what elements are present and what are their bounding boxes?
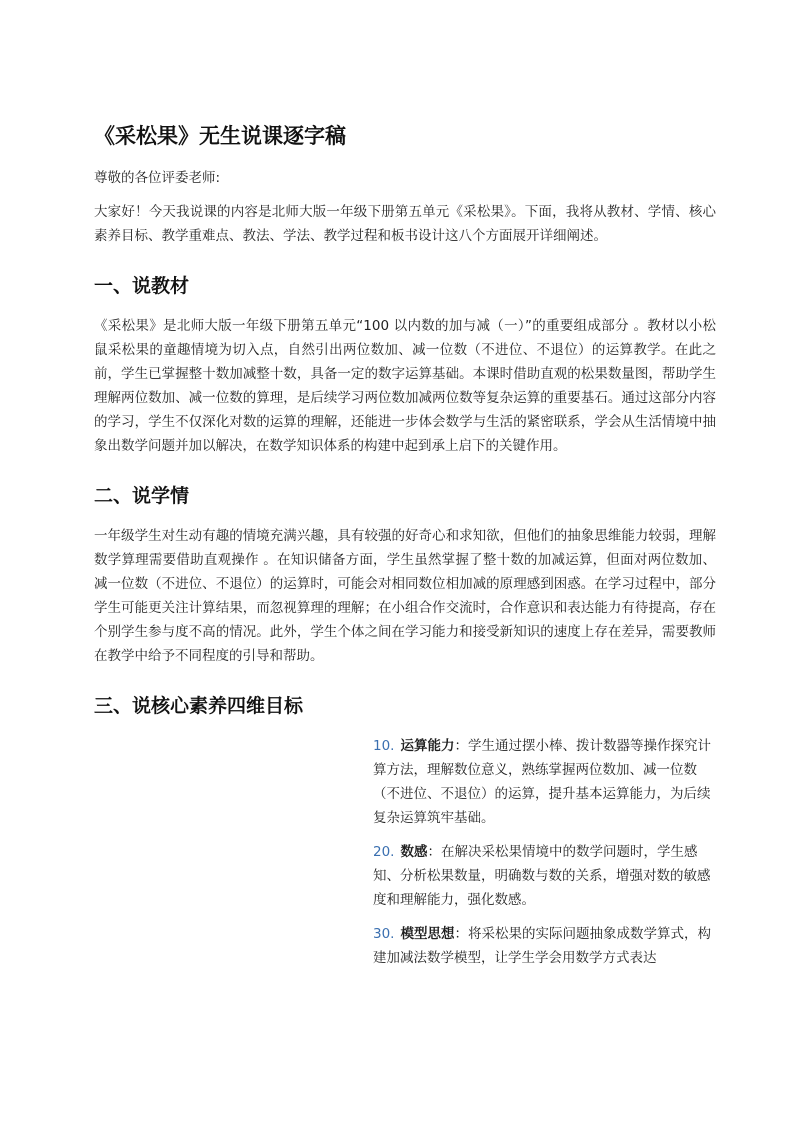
goal-text: ：在解决采松果情境中的数学问题时，学生感知、分析松果数量，明确数与数的关系，增强对数的敏感度和理解能力，强化数感。	[373, 844, 711, 908]
goal-text: ：学生通过摆小棒、拨计数器等操作探究计算方法，理解数位意义，熟练掌握两位数加、减一位数（不进位、不退位）的运算，提升基本运算能力，为后续复杂运算筑牢基础。	[373, 738, 711, 826]
goal-number: 10.	[373, 738, 395, 754]
greeting-text: 尊敬的各位评委老师:	[94, 170, 221, 186]
goal-item-modeling	[356, 922, 716, 970]
goal-term: 运算能力	[400, 738, 455, 754]
goal-term: 数感	[400, 844, 428, 860]
goal-list	[356, 734, 716, 980]
goal-item-computation	[356, 734, 716, 830]
section-heading-textbook: 一、说教材	[94, 275, 190, 297]
goal-term: 模型思想	[400, 926, 455, 942]
section-body-textbook: 《采松果》是北师大版一年级下册第五单元“100 以内数的加与减（一）”的重要组成部分 。教材以小松鼠采松果的童趣情境为切入点，自然引出两位数加、减一位数（不进位、不退位）的运算教学。在此之前，学生已掌握整十数加减整十数，具备一定的数字运算基础。本课时借助直观的松果数量图，帮助学生理解两位数加、减一位数的算理，是后续学习两位数加减两位数等复杂运算的重要基石。通过这部分内容的学习，学生不仅深化对数的运算的理解，还能进一步体会数学与生活的紧密联系，学会从生活情境中抽象出数学问题并加以解决，在数学知识体系的构建中起到承上启下的关键作用。	[94, 318, 716, 454]
document-title: 《采松果》无生说课逐字稿	[94, 124, 346, 148]
goal-item-number-sense	[356, 840, 716, 912]
goal-number: 20.	[373, 844, 395, 860]
section-heading-students: 二、说学情	[94, 485, 190, 507]
intro-paragraph: 大家好！今天我说课的内容是北师大版一年级下册第五单元《采松果》。下面，我将从教材、学情、核心素养目标、教学重难点、教法、学法、教学过程和板书设计这八个方面展开详细阐述。	[94, 204, 716, 244]
document-page	[94, 118, 716, 966]
goal-text: ：将采松果的实际问题抽象成数学算式，构建加减法数学模型，让学生学会用数学方式表达	[373, 926, 711, 966]
section-body-students: 一年级学生对生动有趣的情境充满兴趣，具有较强的好奇心和求知欲，但他们的抽象思维能力较弱，理解数学算理需要借助直观操作 。在知识储备方面，学生虽然掌握了整十数的加减运算，但面对两位数加、减一位数（不进位、不退位）的运算时，可能会对相同数位相加减的原理感到困惑。在学习过程中，部分学生可能更关注计算结果，而忽视算理的理解；在小组合作交流时，合作意识和表达能力有待提高，存在个别学生参与度不高的情况。此外，学生个体之间在学习能力和接受新知识的速度上存在差异，需要教师在教学中给予不同程度的引导和帮助。	[94, 528, 716, 664]
section-heading-goals: 三、说核心素养四维目标	[94, 695, 304, 717]
goal-number: 30.	[373, 926, 395, 942]
